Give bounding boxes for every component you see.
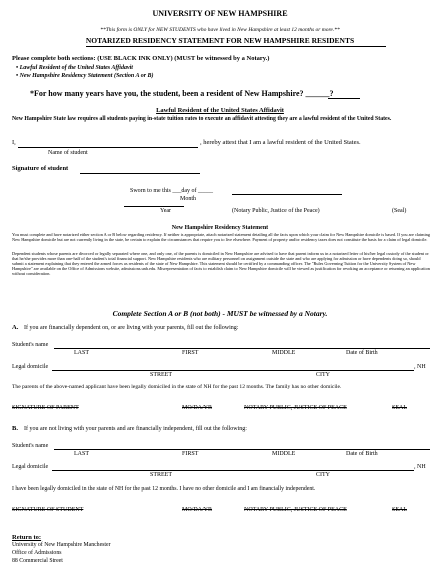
section-b-student-signature[interactable]: SIGNATURE OF STUDENT bbox=[12, 507, 84, 513]
section-a-street-label: STREET bbox=[150, 372, 172, 378]
section-b-date[interactable]: MO/DA/YR bbox=[182, 507, 213, 513]
affidavit-body: New Hampshire State law requires all students paying in-state tuition rates to execute an affidavit attesting they are a lawful resident of the United States. bbox=[12, 116, 392, 122]
section-a-statement: The parents of the above-named applicant have been legally domiciled in the state of NH for the past 12 months. The family has no other domicile. bbox=[12, 384, 342, 390]
section-a-domicile-field[interactable] bbox=[52, 370, 414, 371]
section-a-name-label: Student's name bbox=[12, 342, 49, 348]
sworn-statement: Sworn to me this ___day of _____ bbox=[130, 188, 213, 194]
section-b-intro: If you are not living with your parents and are financially independent, fill out the following: bbox=[24, 426, 247, 432]
attest-prefix: I, bbox=[12, 139, 16, 146]
section-b-domicile-field[interactable] bbox=[52, 470, 414, 471]
return-address-line-3: 88 Commercial Street bbox=[12, 558, 63, 564]
section-b-letter: B. bbox=[12, 425, 18, 432]
section-a-seal: SEAL bbox=[392, 405, 407, 411]
eligibility-notice: **This form is ONLY for NEW STUDENTS who have lived in New Hampshire at least 12 months or more.** bbox=[100, 27, 340, 33]
section-a-nh: , NH bbox=[414, 364, 426, 370]
section-b-street-label: STREET bbox=[150, 472, 172, 478]
university-title: UNIVERSITY OF NEW HAMPSHIRE bbox=[152, 9, 288, 18]
residency-heading: New Hampshire Residency Statement bbox=[171, 225, 269, 231]
section-a-intro: If you are financially dependent on, or are living with your parents, fill out the following: bbox=[24, 325, 239, 331]
return-address-line-2: Office of Admissions bbox=[12, 550, 62, 556]
section-b-nh: , NH bbox=[414, 464, 426, 470]
section-b-statement: I have been legally domiciled in the state of NH for the past 12 months. I have no other domicile and I am financially independent. bbox=[12, 486, 316, 492]
name-of-student-label: Name of student bbox=[48, 150, 88, 156]
instruction-item-1-text: Lawful Resident of the United States Affidavit bbox=[19, 65, 133, 71]
section-b-col-first: FIRST bbox=[182, 451, 199, 457]
section-a-letter: A. bbox=[12, 324, 19, 331]
residency-paragraph-1: You must complete and have notarized either section A or B below regarding residency. If neither is appropriate, attach notarized statement detailing all the facts upon which your claim for New Hampshire domicile is based. If you are claiming New Hampshire domicile but are not currently living in the state, be certain to explain the circumstances that require you to live elsewhere. Payment of property and/or residency taxes does not constitute the basis for a claim of legal domicile. bbox=[12, 232, 430, 242]
return-to-label: Return to: bbox=[12, 534, 42, 541]
instruction-item-2: • New Hampshire Residency Statement (Section A or B) bbox=[16, 73, 154, 79]
year-label: Year bbox=[160, 208, 172, 214]
signature-of-student-label: Signature of student bbox=[12, 165, 69, 172]
section-a-parent-signature[interactable]: SIGNATURE OF PARENT bbox=[12, 405, 79, 411]
section-a-col-first: FIRST bbox=[182, 350, 199, 356]
section-a-col-middle: MIDDLE bbox=[272, 350, 296, 356]
month-label: Month bbox=[180, 196, 197, 202]
affidavit-heading: Lawful Resident of the United States Affidavit bbox=[156, 107, 284, 114]
years-answer-field[interactable] bbox=[328, 98, 360, 99]
seal-label: (Seal) bbox=[392, 208, 407, 214]
section-b-name-label: Student's name bbox=[12, 443, 49, 449]
residency-paragraph-2: Dependent students whose parents are divorced or legally separated where one, and only one, of the parents is domiciled in New Hampshire are advised to have that parent inform us in a notarized letter of his/her legal custody of the student or that he/she provides more than one-half of the student's total financial support. New Hampshire residents who are military personnel on assignment outside the state and who are applying for admission or have dependents doing so, should submit a statement explaining that they entered the armed forces as residents of the state of New Hampshire. This statement should be certified by a commanding officer. The "Rules Governing Tuition for the University System of New Hampshire" are available on the Office of Admissions website, admissions.unh.edu. Misrepresentation of facts to establish claim to New Hampshire domicile will be viewed as justification for revoking an acceptance or returning an application without consideration. bbox=[12, 251, 430, 276]
section-b-city-label: CITY bbox=[316, 472, 330, 478]
section-a-name-field[interactable] bbox=[54, 348, 430, 349]
section-a-domicile-label: Legal domicile bbox=[12, 364, 49, 370]
section-a-col-last: LAST bbox=[74, 350, 89, 356]
form-title: NOTARIZED RESIDENCY STATEMENT FOR NEW HAMPSHIRE RESIDENTS bbox=[85, 36, 355, 45]
residency-years-question: *For how many years have you, the student, been a resident of New Hampshire? ______? bbox=[30, 89, 334, 98]
notary-signature-field[interactable] bbox=[232, 194, 342, 195]
section-b-col-last: LAST bbox=[74, 451, 89, 457]
section-b-domicile-label: Legal domicile bbox=[12, 464, 49, 470]
student-name-field[interactable] bbox=[18, 147, 198, 148]
attest-statement: , hereby attest that I am a lawful resident of the United States. bbox=[200, 139, 361, 146]
section-b-notary[interactable]: NOTARY PUBLIC, JUSTICE OF PEACE bbox=[244, 507, 347, 513]
section-a-notary[interactable]: NOTARY PUBLIC, JUSTICE OF PEACE bbox=[244, 405, 347, 411]
notary-label: (Notary Public, Justice of the Peace) bbox=[232, 208, 320, 214]
section-b-col-dob: Date of Birth bbox=[346, 451, 378, 457]
section-b-name-field[interactable] bbox=[54, 449, 430, 450]
section-a-date[interactable]: MO/DA/YR bbox=[182, 405, 213, 411]
section-a-city-label: CITY bbox=[316, 372, 330, 378]
title-underline bbox=[86, 46, 386, 47]
section-a-col-dob: Date of Birth bbox=[346, 350, 378, 356]
complete-instructions: Please complete both sections: (USE BLACK INK ONLY) (MUST be witnessed by a Notary.) bbox=[12, 55, 270, 62]
instruction-item-2-text: New Hampshire Residency Statement (Section A or B) bbox=[19, 73, 154, 79]
return-address-line-1: University of New Hampshire Manchester bbox=[12, 542, 111, 548]
student-signature-field[interactable] bbox=[80, 173, 200, 174]
section-b-seal: SEAL bbox=[392, 507, 407, 513]
instruction-item-1: • Lawful Resident of the United States Affidavit bbox=[16, 65, 133, 71]
year-field[interactable] bbox=[124, 206, 184, 207]
complete-section-notice: Complete Section A or B (not both) - MUST be witnessed by a Notary. bbox=[112, 309, 328, 318]
section-b-col-middle: MIDDLE bbox=[272, 451, 296, 457]
